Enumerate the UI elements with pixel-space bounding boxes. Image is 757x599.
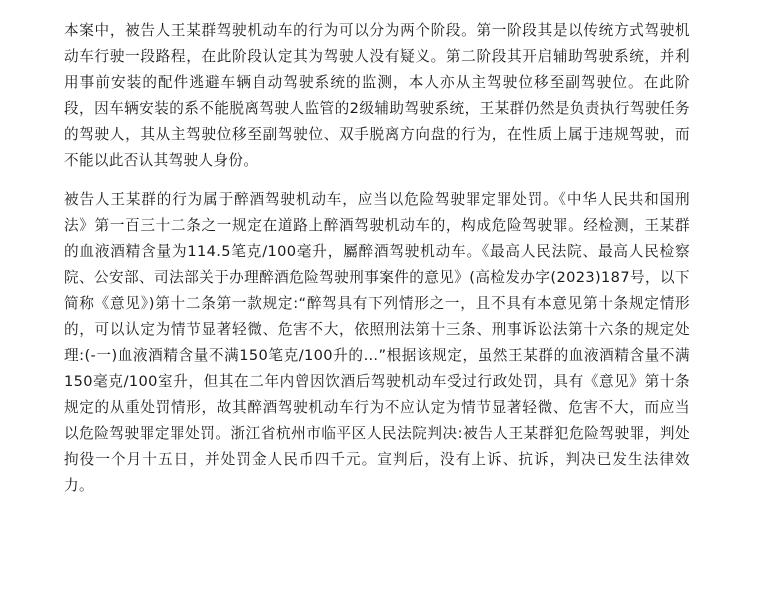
paragraph-driving-stages: 本案中，被告人王某群驾驶机动车的行为可以分为两个阶段。第一阶段其是以传统方式驾驶机动车行驶一段路程，在此阶段认定其为驾驶人没有疑义。第二阶段其开启辅助驾驶系统，并利用事前安装的配件逃避车辆自动驾驶系统的监测，本人亦从主驾驶位移至副驾驶位。在此阶段，因车辆安装的系不能脱离驾驶人监管的2级辅助驾驶系统，王某群仍然是负责执行驾驶任务的驾驶人，其从主驾驶位移至副驾驶位、双手脱离方向盘的行为，在性质上属于违规驾驶，而不能以此否认其驾驶人身份。: [64, 22, 690, 169]
paragraph-drunk-driving-ruling: 被告人王某群的行为属于醉酒驾驶机动车，应当以危险驾驶罪定罪处罚。《中华人民共和国刑法》第一百三十二条之一规定在道路上醉酒驾驶机动车的，构成危险驾驶罪。经检测，王某群的血液酒精含量为114.5笔克/100毫升，屬醉酒驾驶机动车。《最高人民法院、最高人民检察院、公安部、司法部关于办理醉酒危险驾驶刑事案件的意见》(高检发办字(2023)187号，以下简称《意见》)第十二条第一款规定:“醉驾具有下列情形之一，且不具有本意见第十条规定情形的，可以认定为情节显著轻微、危害不大，依照刑法第十三条、刑事诉讼法第十六条的规定处理:(-一)血液酒精含量不满150笔克/100升的…”根据该规定，虽然王某群的血液酒精含量不满150毫克/100室升，但其在二年内曾因饮酒后驾驶机动车受过行政处罚，具有《意见》第十条规定的从重处罚情形，故其醉酒驾驶机动车行为不应认定为情节显著轻微、危害不大，而应当以危险驾驶罪定罪处罚。浙江省杭州市临平区人民法院判决:被告人王某群犯危险驾驶罪，判处拘役一个月十五日，并处罚金人民币四千元。宣判后，没有上诉、抗诉，判决已发生法律效力。: [64, 191, 690, 494]
article-body: [64, 18, 690, 499]
